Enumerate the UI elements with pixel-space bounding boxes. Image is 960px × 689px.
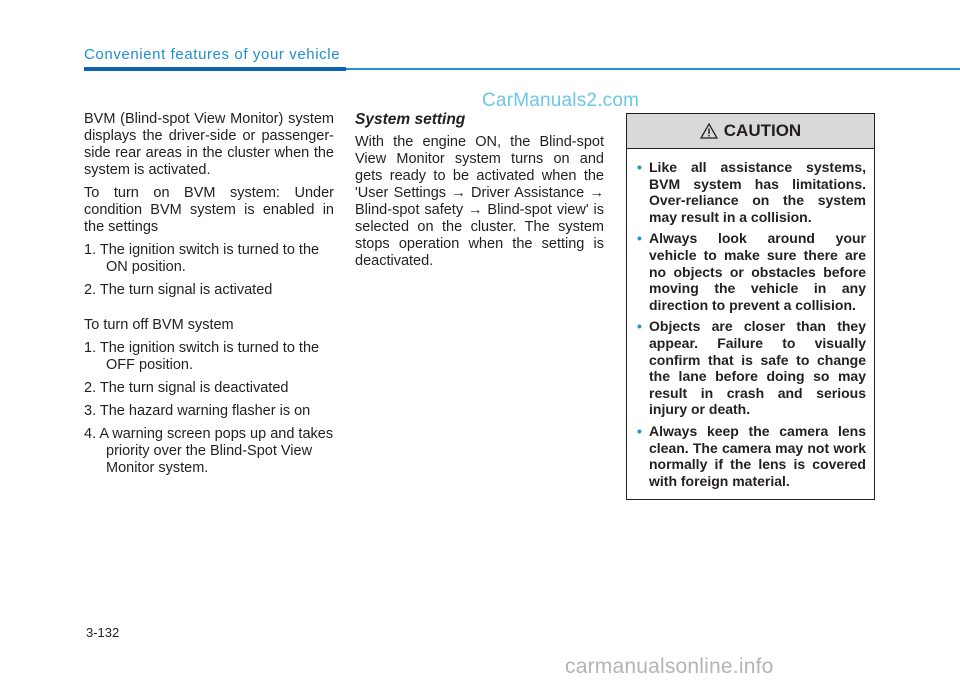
- list-item: 2. The turn signal is deactivated: [84, 380, 289, 396]
- list-item: 3. The hazard warning flasher is on: [84, 403, 311, 419]
- caution-item-text: Always keep the camera lens clean. The camera may not work normally if the lens is covered with foreign material.: [649, 422, 866, 489]
- caution-title: CAUTION: [723, 121, 802, 140]
- page-number: 3-132: [86, 625, 120, 640]
- header-rule-dark: [84, 67, 346, 71]
- caution-box: [626, 113, 875, 500]
- turn-on-paragraph: To turn on BVM system: Under condition BVM system is enabled in the settings: [84, 185, 334, 235]
- list-item: 1. The ignition switch is turned to the OFF position.: [84, 340, 320, 373]
- system-setting-heading: System setting: [355, 111, 466, 128]
- turn-off-paragraph: To turn off BVM system: [84, 317, 234, 333]
- section-title: Convenient features of your vehicle: [84, 46, 341, 63]
- left-column: [84, 111, 334, 483]
- caution-item-text: Always look around your vehicle to make sure there are no objects or obstacles before moving the vehicle in any direction to prevent a collision.: [649, 230, 866, 313]
- watermark-top: CarManuals2.com: [482, 90, 640, 111]
- header-rule-light: [346, 68, 960, 70]
- bullet-icon: •: [637, 159, 642, 175]
- bullet-icon: •: [637, 318, 642, 335]
- list-item: 1. The ignition switch is turned to the ON position.: [84, 242, 320, 275]
- watermark-bottom: carmanualsonline.info: [565, 655, 774, 678]
- list-item: 2. The turn signal is activated: [84, 282, 273, 298]
- intro-paragraph: BVM (Blind-spot View Monitor) system displays the driver-side or passenger-side rear areas in the cluster when the system is activated.: [84, 111, 334, 178]
- caution-header: [627, 114, 874, 149]
- warning-triangle-icon: [700, 123, 718, 139]
- caution-item-text: Objects are closer than they appear. Failure to visually confirm that is safe to change the lane before doing so may result in crash and serious injury or death.: [649, 318, 866, 418]
- caution-item: [637, 318, 866, 418]
- middle-column: [355, 111, 604, 276]
- list-item: 4. A warning screen pops up and takes priority over the Blind-Spot View Monitor system.: [84, 426, 334, 476]
- bullet-icon: •: [637, 422, 642, 439]
- bullet-icon: •: [637, 230, 642, 247]
- caution-item: [637, 159, 866, 225]
- caution-list: [627, 149, 874, 489]
- caution-item: [637, 423, 866, 489]
- system-setting-paragraph: With the engine ON, the Blind-spot View Monitor system turns on and gets ready to be activated when the 'User Settings → Driver Assistance → Blind-spot safety → Blind-spot view' is selected on the cluster. The system stops operation when the setting is deactivated.: [355, 134, 604, 269]
- caution-item: [637, 230, 866, 313]
- caution-item-text: Like all assistance systems, BVM system has limitations. Over-reliance on the system may result in a collision.: [649, 159, 866, 225]
